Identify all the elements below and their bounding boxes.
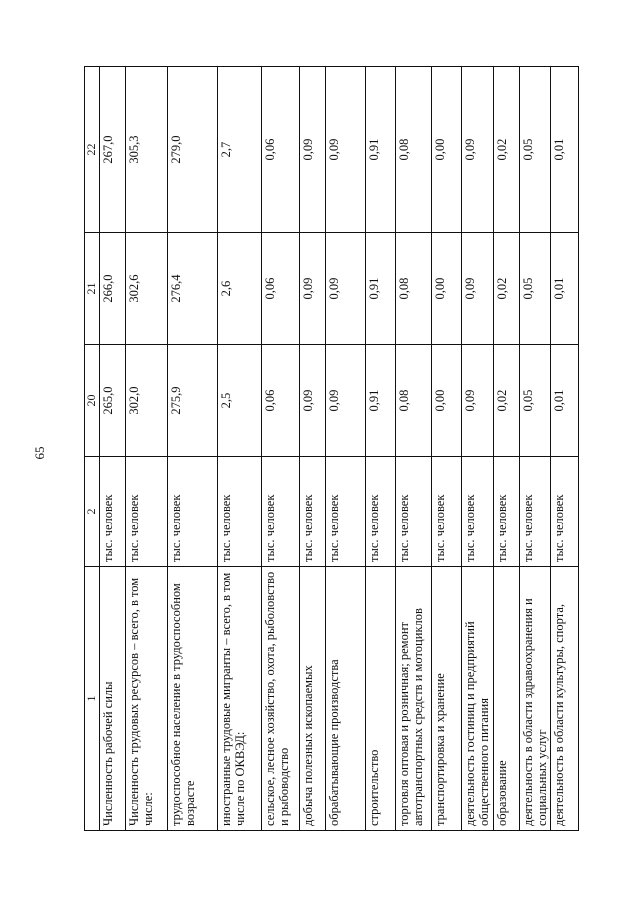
row-label-cell: обрабатывающие производства	[325, 567, 365, 831]
row-label-cell: транспортировка и хранение	[431, 567, 461, 831]
table-container	[84, 67, 566, 831]
value-cell-20: 0,01	[551, 345, 579, 457]
unit-cell: тыс. человек	[519, 457, 551, 567]
value-cell-21: 0,00	[431, 233, 461, 345]
table-row	[99, 67, 125, 831]
value-cell-22: 0,01	[551, 67, 579, 233]
row-label-cell: деятельность в области культуры, спорта,	[551, 567, 579, 831]
value-cell-22: 0,00	[431, 67, 461, 233]
column-header: 1	[85, 567, 100, 831]
value-cell-21: 266,0	[99, 233, 125, 345]
value-cell-21: 0,01	[551, 233, 579, 345]
row-label-cell: добыча полезных ископаемых	[299, 567, 325, 831]
value-cell-21: 0,05	[519, 233, 551, 345]
row-label-cell: строительство	[365, 567, 395, 831]
unit-cell: тыс. человек	[167, 457, 217, 567]
row-label-cell: трудоспособное население в трудоспособном возрасте	[167, 567, 217, 831]
value-cell-22: 0,09	[325, 67, 365, 233]
table-row	[519, 67, 551, 831]
row-label-cell: деятельность в области здравоохранения и социальных услуг	[519, 567, 551, 831]
row-label-cell: Численность рабочей силы	[99, 567, 125, 831]
unit-cell: тыс. человек	[99, 457, 125, 567]
value-cell-21: 0,02	[493, 233, 519, 345]
value-cell-20: 0,05	[519, 345, 551, 457]
value-cell-21: 0,09	[299, 233, 325, 345]
row-label-cell: торговля оптовая и розничная; ремонт автотранспортных средств и мотоциклов	[395, 567, 431, 831]
table-row	[551, 67, 579, 831]
column-header: 20	[85, 345, 100, 457]
value-cell-22: 0,09	[461, 67, 493, 233]
value-cell-20: 0,09	[325, 345, 365, 457]
value-cell-20: 2,5	[217, 345, 261, 457]
value-cell-20: 275,9	[167, 345, 217, 457]
value-cell-20: 0,09	[461, 345, 493, 457]
row-label-cell: иностранные трудовые мигранты – всего, в том числе по ОКВЭД:	[217, 567, 261, 831]
table-row	[365, 67, 395, 831]
value-cell-20: 0,09	[299, 345, 325, 457]
value-cell-20: 0,06	[261, 345, 299, 457]
value-cell-20: 265,0	[99, 345, 125, 457]
table-row	[261, 67, 299, 831]
value-cell-21: 276,4	[167, 233, 217, 345]
value-cell-21: 2,6	[217, 233, 261, 345]
table-header-row	[85, 67, 100, 831]
row-label-cell: Численность трудовых ресурсов – всего, в том числе:	[125, 567, 167, 831]
table-row	[493, 67, 519, 831]
table-row	[431, 67, 461, 831]
data-table	[84, 66, 579, 831]
value-cell-20: 0,02	[493, 345, 519, 457]
unit-cell: тыс. человек	[395, 457, 431, 567]
value-cell-22: 0,02	[493, 67, 519, 233]
unit-cell: тыс. человек	[325, 457, 365, 567]
value-cell-21: 0,09	[325, 233, 365, 345]
unit-cell: тыс. человек	[217, 457, 261, 567]
value-cell-22: 279,0	[167, 67, 217, 233]
unit-cell: тыс. человек	[493, 457, 519, 567]
value-cell-22: 267,0	[99, 67, 125, 233]
value-cell-22: 2,7	[217, 67, 261, 233]
unit-cell: тыс. человек	[125, 457, 167, 567]
value-cell-21: 0,09	[461, 233, 493, 345]
unit-cell: тыс. человек	[299, 457, 325, 567]
unit-cell: тыс. человек	[261, 457, 299, 567]
value-cell-20: 302,0	[125, 345, 167, 457]
column-header: 22	[85, 67, 100, 233]
table-row	[125, 67, 167, 831]
table-row	[325, 67, 365, 831]
unit-cell: тыс. человек	[551, 457, 579, 567]
column-header: 21	[85, 233, 100, 345]
table-row	[395, 67, 431, 831]
value-cell-21: 302,6	[125, 233, 167, 345]
value-cell-21: 0,06	[261, 233, 299, 345]
table-body	[99, 67, 579, 831]
table-row	[299, 67, 325, 831]
value-cell-22: 305,3	[125, 67, 167, 233]
row-label-cell: образование	[493, 567, 519, 831]
value-cell-22: 0,09	[299, 67, 325, 233]
page-number: 65	[32, 446, 47, 460]
unit-cell: тыс. человек	[431, 457, 461, 567]
unit-cell: тыс. человек	[461, 457, 493, 567]
table-row	[167, 67, 217, 831]
unit-cell: тыс. человек	[365, 457, 395, 567]
table-row	[217, 67, 261, 831]
row-label-cell: сельское, лесное хозяйство, охота, рыболовство и рыбоводство	[261, 567, 299, 831]
value-cell-22: 0,05	[519, 67, 551, 233]
row-label-cell: деятельность гостиниц и предприятий общественного питания	[461, 567, 493, 831]
value-cell-20: 0,00	[431, 345, 461, 457]
value-cell-20: 0,91	[365, 345, 395, 457]
value-cell-22: 0,06	[261, 67, 299, 233]
value-cell-22: 0,91	[365, 67, 395, 233]
value-cell-21: 0,91	[365, 233, 395, 345]
value-cell-21: 0,08	[395, 233, 431, 345]
column-header: 2	[85, 457, 100, 567]
value-cell-20: 0,08	[395, 345, 431, 457]
value-cell-22: 0,08	[395, 67, 431, 233]
table-row	[461, 67, 493, 831]
